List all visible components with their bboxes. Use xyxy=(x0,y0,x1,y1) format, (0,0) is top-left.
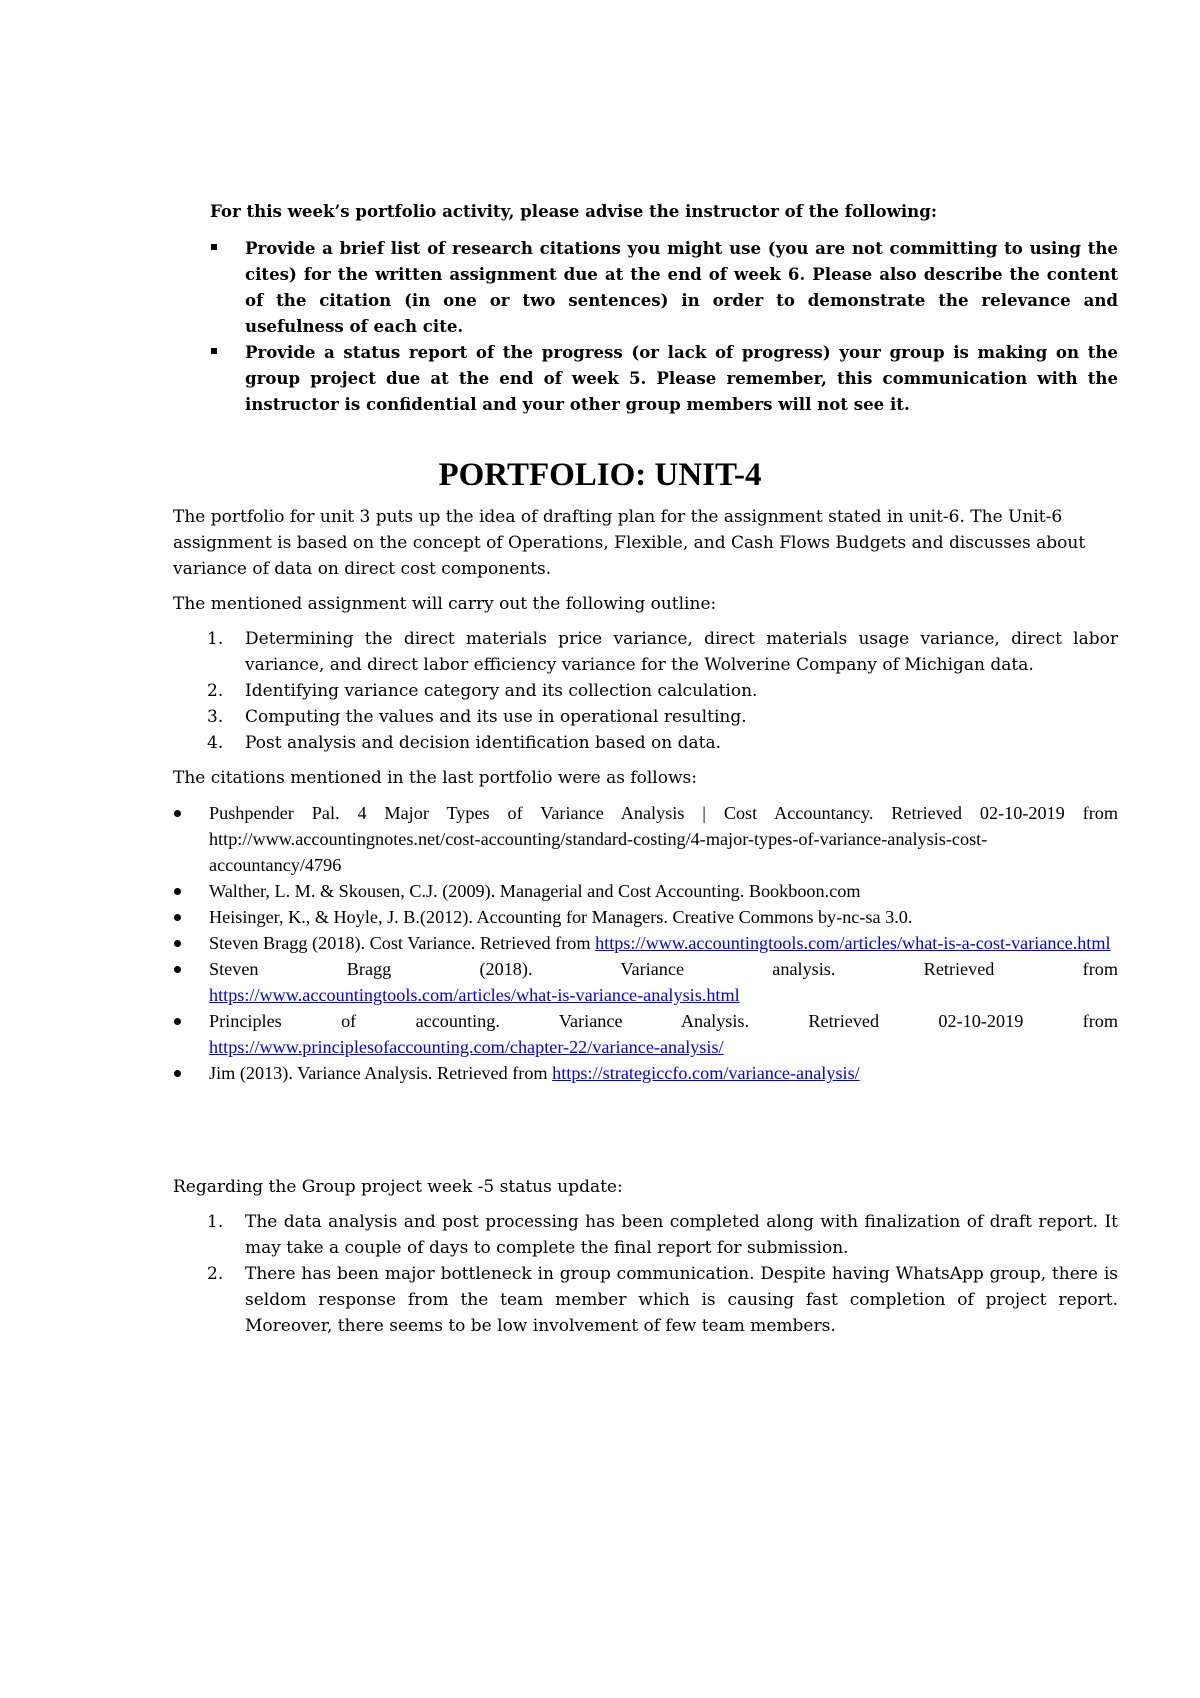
citation-item xyxy=(173,878,1118,904)
status-item xyxy=(173,1261,1118,1339)
citation-item xyxy=(173,1060,1118,1086)
round-bullet-icon xyxy=(174,888,181,895)
outline-text: Post analysis and decision identification based on data. xyxy=(245,733,722,753)
list-number: 4. xyxy=(207,733,224,753)
citation-item xyxy=(173,930,1118,956)
round-bullet-icon xyxy=(174,966,181,973)
citation-link[interactable]: https://www.accountingtools.com/articles/what-is-variance-analysis.html xyxy=(209,985,740,1005)
citation-link[interactable]: https://www.principlesofaccounting.com/chapter-22/variance-analysis/ xyxy=(209,1037,724,1057)
round-bullet-icon xyxy=(174,1070,181,1077)
citation-link[interactable]: https://www.accountingtools.com/articles/what-is-a-cost-variance.html xyxy=(595,933,1111,953)
outline-item xyxy=(173,730,1118,756)
outline-list xyxy=(173,626,1118,756)
instruction-item xyxy=(210,235,1118,339)
status-text: The data analysis and post processing has been completed along with finalization of draft report. It may take a couple of days to complete the final report for submission. xyxy=(245,1212,1118,1258)
square-bullet-icon xyxy=(211,348,217,354)
instructions-block xyxy=(210,198,1118,417)
citation-text: Jim (2013). Variance Analysis. Retrieved from xyxy=(209,1063,553,1083)
outline-item xyxy=(173,704,1118,730)
outline-text: Computing the values and its use in operational resulting. xyxy=(245,707,747,727)
instruction-item xyxy=(210,339,1118,417)
round-bullet-icon xyxy=(174,914,181,921)
citations-intro: The citations mentioned in the last portfolio were as follows: xyxy=(173,768,697,788)
status-intro: Regarding the Group project week -5 status update: xyxy=(173,1177,623,1197)
list-number: 2. xyxy=(207,681,224,701)
document-body xyxy=(173,504,1118,1339)
citation-link[interactable]: https://strategiccfo.com/variance-analysis/ xyxy=(552,1063,860,1083)
status-list xyxy=(173,1209,1118,1339)
citation-item xyxy=(173,956,1118,1008)
outline-text: Determining the direct materials price variance, direct materials usage variance, direct labor variance, and direct labor efficiency variance for the Wolverine Company of Michigan data. xyxy=(245,629,1118,675)
list-number: 3. xyxy=(207,707,224,727)
instructions-lead: For this week’s portfolio activity, please advise the instructor of the following: xyxy=(210,201,937,221)
round-bullet-icon xyxy=(174,1018,181,1025)
citation-item xyxy=(173,904,1118,930)
citation-text: Steven Bragg (2018). Variance analysis. Retrieved from xyxy=(209,959,1118,979)
intro-paragraph: The portfolio for unit 3 puts up the idea of drafting plan for the assignment stated in unit-6. The Unit-6 assignment is based on the concept of Operations, Flexible, and Cash Flows Budgets and discusses about variance of data on direct cost components. xyxy=(173,507,1086,579)
instructions-list xyxy=(210,235,1118,417)
citation-item xyxy=(173,1008,1118,1060)
status-text: There has been major bottleneck in group communication. Despite having WhatsApp group, there is seldom response from the team member which is causing fast completion of project report. Moreover, there seems to be low involvement of few team members. xyxy=(245,1264,1118,1336)
citation-text: Principles of accounting. Variance Analysis. Retrieved 02-10-2019 from xyxy=(209,1011,1118,1031)
list-number: 2. xyxy=(207,1264,224,1284)
list-number: 1. xyxy=(207,629,224,649)
citation-list xyxy=(173,800,1118,1086)
citation-text: Steven Bragg (2018). Cost Variance. Retrieved from xyxy=(209,933,596,953)
round-bullet-icon xyxy=(174,940,181,947)
instruction-text: Provide a brief list of research citations you might use (you are not committing to using the cites) for the written assignment due at the end of week 6. Please also describe the content of the citation (in one or two sentences) in order to demonstrate the relevance and usefulness of each cite. xyxy=(245,238,1118,336)
citation-text: Walther, L. M. & Skousen, C.J. (2009). Managerial and Cost Accounting. Bookboon.com xyxy=(209,881,861,901)
outline-item xyxy=(173,626,1118,678)
page-title: PORTFOLIO: UNIT-4 xyxy=(438,457,762,493)
round-bullet-icon xyxy=(174,810,181,817)
list-number: 1. xyxy=(207,1212,224,1232)
outline-item xyxy=(173,678,1118,704)
citation-text: Pushpender Pal. 4 Major Types of Variance Analysis | Cost Accountancy. Retrieved 02-10-2019 from http://www.accountingnotes.net/cost-accounting/standard-costing/4-major-types-of-variance-analysis-cost-accountancy/4796 xyxy=(209,803,1118,875)
citation-text: Heisinger, K., & Hoyle, J. B.(2012). Accounting for Managers. Creative Commons by-nc-sa 3.0. xyxy=(209,907,913,927)
instruction-text: Provide a status report of the progress (or lack of progress) your group is making on the group project due at the end of week 5. Please remember, this communication with the instructor is confidential and your other group members will not see it. xyxy=(245,342,1118,414)
square-bullet-icon xyxy=(211,244,217,250)
outline-text: Identifying variance category and its collection calculation. xyxy=(245,681,758,701)
status-item xyxy=(173,1209,1118,1261)
outline-intro: The mentioned assignment will carry out the following outline: xyxy=(173,594,717,614)
citation-item xyxy=(173,800,1118,878)
